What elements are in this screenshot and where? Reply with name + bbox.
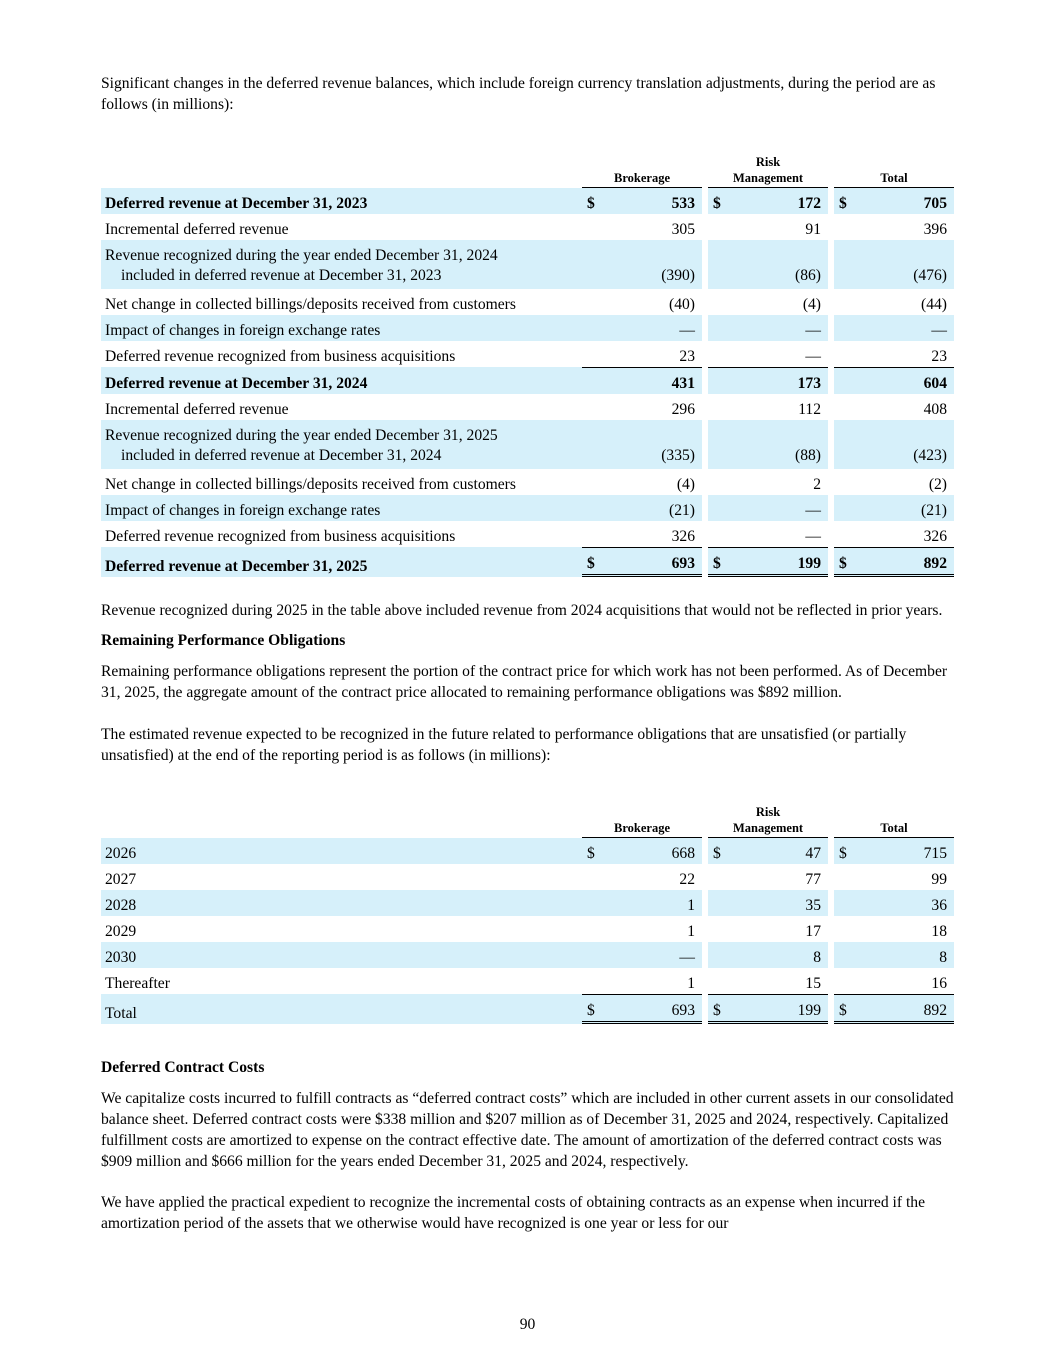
table-row: Thereafter 1 15 16	[101, 968, 954, 994]
table-row: Impact of changes in foreign exchange rates (21) — (21)	[101, 495, 954, 521]
table-row: 2028 1 35 36	[101, 890, 954, 916]
after-table-paragraph: Revenue recognized during 2025 in the table above included revenue from 2024 acquisitions that would not be reflected in prior years.	[101, 601, 943, 619]
table-header-row	[101, 804, 954, 838]
intro-paragraph: Significant changes in the deferred revenue balances, which include foreign currency translation adjustments, during the period are as follows (in millions):	[101, 75, 936, 113]
table-row: 2030 — 8 8	[101, 942, 954, 968]
deferred-revenue-table	[101, 154, 954, 577]
table-row: Deferred revenue recognized from business acquisitions 326 — 326	[101, 521, 954, 547]
rpo-heading: Remaining Performance Obligations	[101, 632, 346, 650]
table-row: Revenue recognized during the year ended December 31, 2024 included in deferred revenue at December 31, 2023 (390) (86) (476)	[101, 240, 954, 289]
header-total: Total	[834, 804, 954, 838]
table-row: 2027 22 77 99	[101, 864, 954, 890]
table-row: Deferred revenue at December 31, 2024 431 173 604	[101, 367, 954, 394]
header-risk-management: Risk Management	[708, 804, 828, 838]
table-row: Incremental deferred revenue 305 91 396	[101, 214, 954, 240]
performance-obligations-table	[101, 804, 954, 1024]
table-row: Impact of changes in foreign exchange rates — — —	[101, 315, 954, 341]
document-page	[101, 74, 954, 1235]
table-row: Deferred revenue at December 31, 2025 $ 693 $ 199 $ 892	[101, 547, 954, 577]
table-header-row	[101, 154, 954, 188]
table-row: Deferred revenue at December 31, 2023 $ 533 $ 172 $ 705	[101, 188, 954, 214]
dcc-heading: Deferred Contract Costs	[101, 1059, 265, 1077]
rpo-paragraph: Remaining performance obligations represent the portion of the contract price for which work has not been performed. As of December 31, 2025, the aggregate amount of the contract price allocated to remaining performance obligations was $892 million.	[101, 663, 948, 701]
table-row: Net change in collected billings/deposits received from customers (40) (4) (44)	[101, 289, 954, 315]
header-brokerage: Brokerage	[582, 154, 702, 188]
table-row: Revenue recognized during the year ended December 31, 2025 included in deferred revenue at December 31, 2024 (335) (88) (423)	[101, 420, 954, 469]
table-row: Incremental deferred revenue 296 112 408	[101, 394, 954, 420]
header-brokerage: Brokerage	[582, 804, 702, 838]
table-row: Net change in collected billings/deposits received from customers (4) 2 (2)	[101, 469, 954, 495]
estimate-paragraph: The estimated revenue expected to be recognized in the future related to performance obligations that are unsatisfied (or partially unsatisfied) at the end of the reporting period is as follows (in millions):	[101, 725, 907, 764]
header-total: Total	[834, 154, 954, 188]
header-risk-management: Risk Management	[708, 154, 828, 188]
table-row: 2026 $ 668 $ 47 $ 715	[101, 838, 954, 864]
page-number: 90	[519, 1316, 536, 1333]
table-row: Deferred revenue recognized from business acquisitions 23 — 23	[101, 341, 954, 367]
expedient-paragraph: We have applied the practical expedient to recognize the incremental costs of obtaining contracts as an expense when incurred if the amortization period of the assets that we otherwise would have recognized is one year or less for our	[101, 1194, 926, 1233]
table-row: Total $ 693 $ 199 $ 892	[101, 994, 954, 1024]
dcc-paragraph: We capitalize costs incurred to fulfill contracts as “deferred contract costs” which are included in other current assets in our consolidated balance sheet. Deferred contract costs were $338 million and $207 million as of December 31, 2025 and 2024, respectively. Capitalized fulfillment costs are amortized to expense on the contract effective date. The amount of amortization of the deferred contract costs was $909 million and $666 million for the years ended December 31, 2025 and 2024, respectively.	[101, 1090, 954, 1170]
table-row: 2029 1 17 18	[101, 916, 954, 942]
